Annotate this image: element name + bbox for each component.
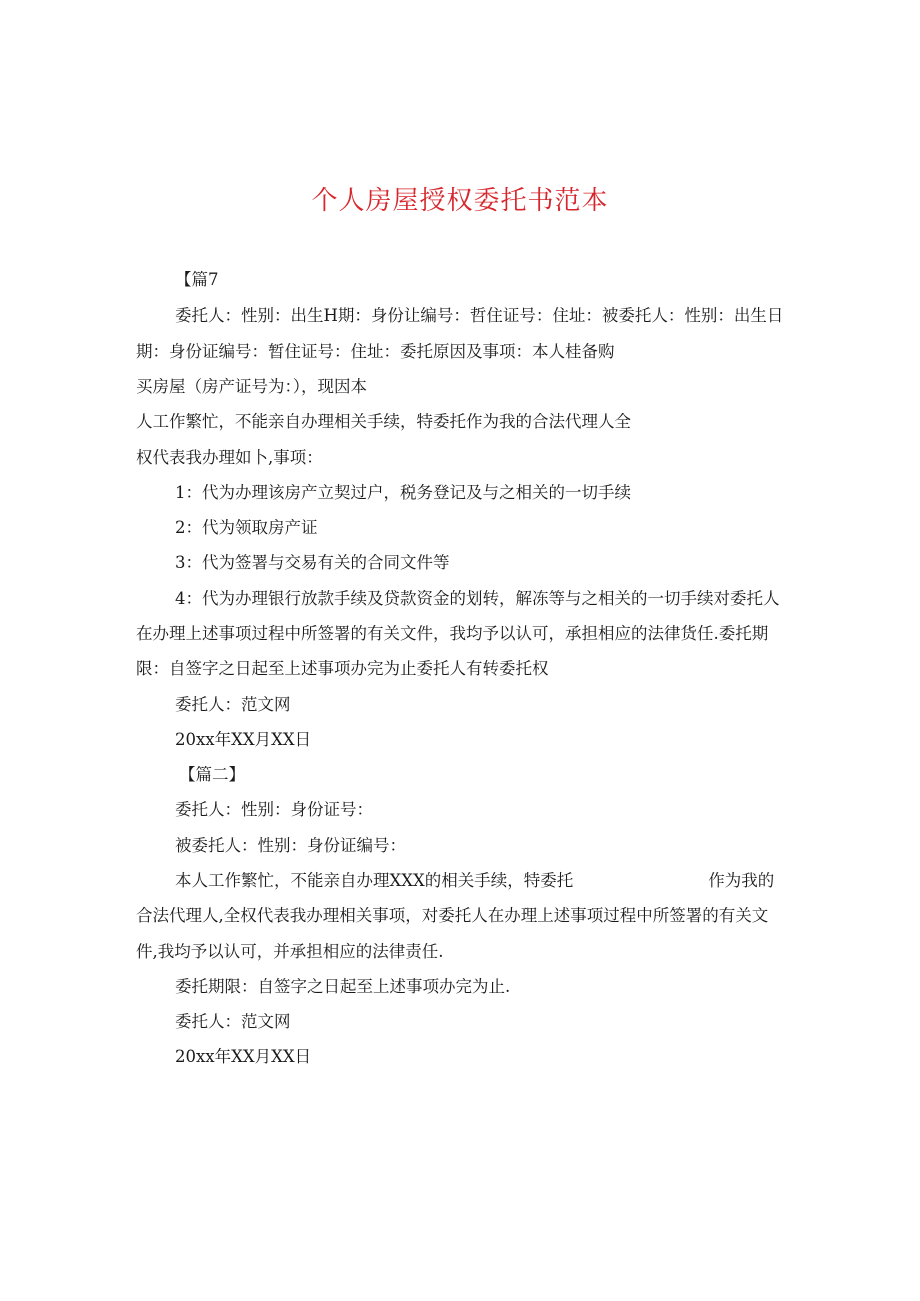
section1-para1-line5: 权代表我办理如卜,事项： [136,448,323,467]
section1-para2-line2: 在办理上述事项过程中所签署的有关文件，我均予以认可，承担相应的法律货任.委托期 [136,624,769,643]
section2-heading: 【篇二】 [179,765,245,784]
section2-para1-line3: 件,我均予以认可，并承担相应的法律责任. [136,942,444,961]
section1-item-3: 3：代为签署与交易有关的合同文件等 [175,553,450,572]
section1-item-2: 2：代为领取房产证 [175,518,318,537]
section2-principal: 委托人：性别：身份证号： [175,800,373,819]
section2-para1-part-a: 本人工作繁忙，不能亲自办理XXX的相关手续，特委托 [175,871,574,890]
section2-para1-line1 [175,869,774,893]
section2-date: 20xx年XX月XX日 [175,1047,312,1066]
section1-date: 20xx年XX月XX日 [175,730,312,749]
section1-para1-line3: 买房屋（房产证号为：），现因本 [136,377,367,396]
section1-para1-line2: 期：身份证编号：暂住证号：住址：委托原因及事项：本人桂备购 [136,342,615,361]
section2-signer: 委托人：范文网 [175,1012,291,1031]
page-title: 个人房屋授权委托书范本 [311,186,609,216]
section1-para1-line1: 委托人：性别：出生H期：身份让编号：哲住证号：住址：被委托人：性别：出生日 [175,306,784,325]
section2-term: 委托期限：自签字之日起至上述事项办完为止. [175,977,511,996]
section1-signer: 委托人：范文网 [175,695,291,714]
section1-heading: 【篇7 [175,270,219,289]
section1-para1-line4: 人工作繁忙，不能亲自办理相关手续，特委托作为我的合法代理人全 [136,412,631,431]
section2-agent: 被委托人：性别：身份证编号： [175,836,406,855]
section1-para2-line3: 限：自签字之日起至上述事项办完为止委托人有转委托权 [136,659,549,678]
section2-para1-line2: 合法代理人,全权代表我办理相关事项，对委托人在办理上述事项过程中所签署的有关文 [136,906,769,925]
section1-item-1: 1：代为办理该房产立契过户，税务登记及与之相关的一切手续 [175,483,631,502]
section1-para2-line1: 4：代为办理银行放款手续及贷款资金的划转，解冻等与之相关的一切手续对委托人 [175,589,780,608]
section2-para1-part-b: 作为我的 [708,871,775,890]
